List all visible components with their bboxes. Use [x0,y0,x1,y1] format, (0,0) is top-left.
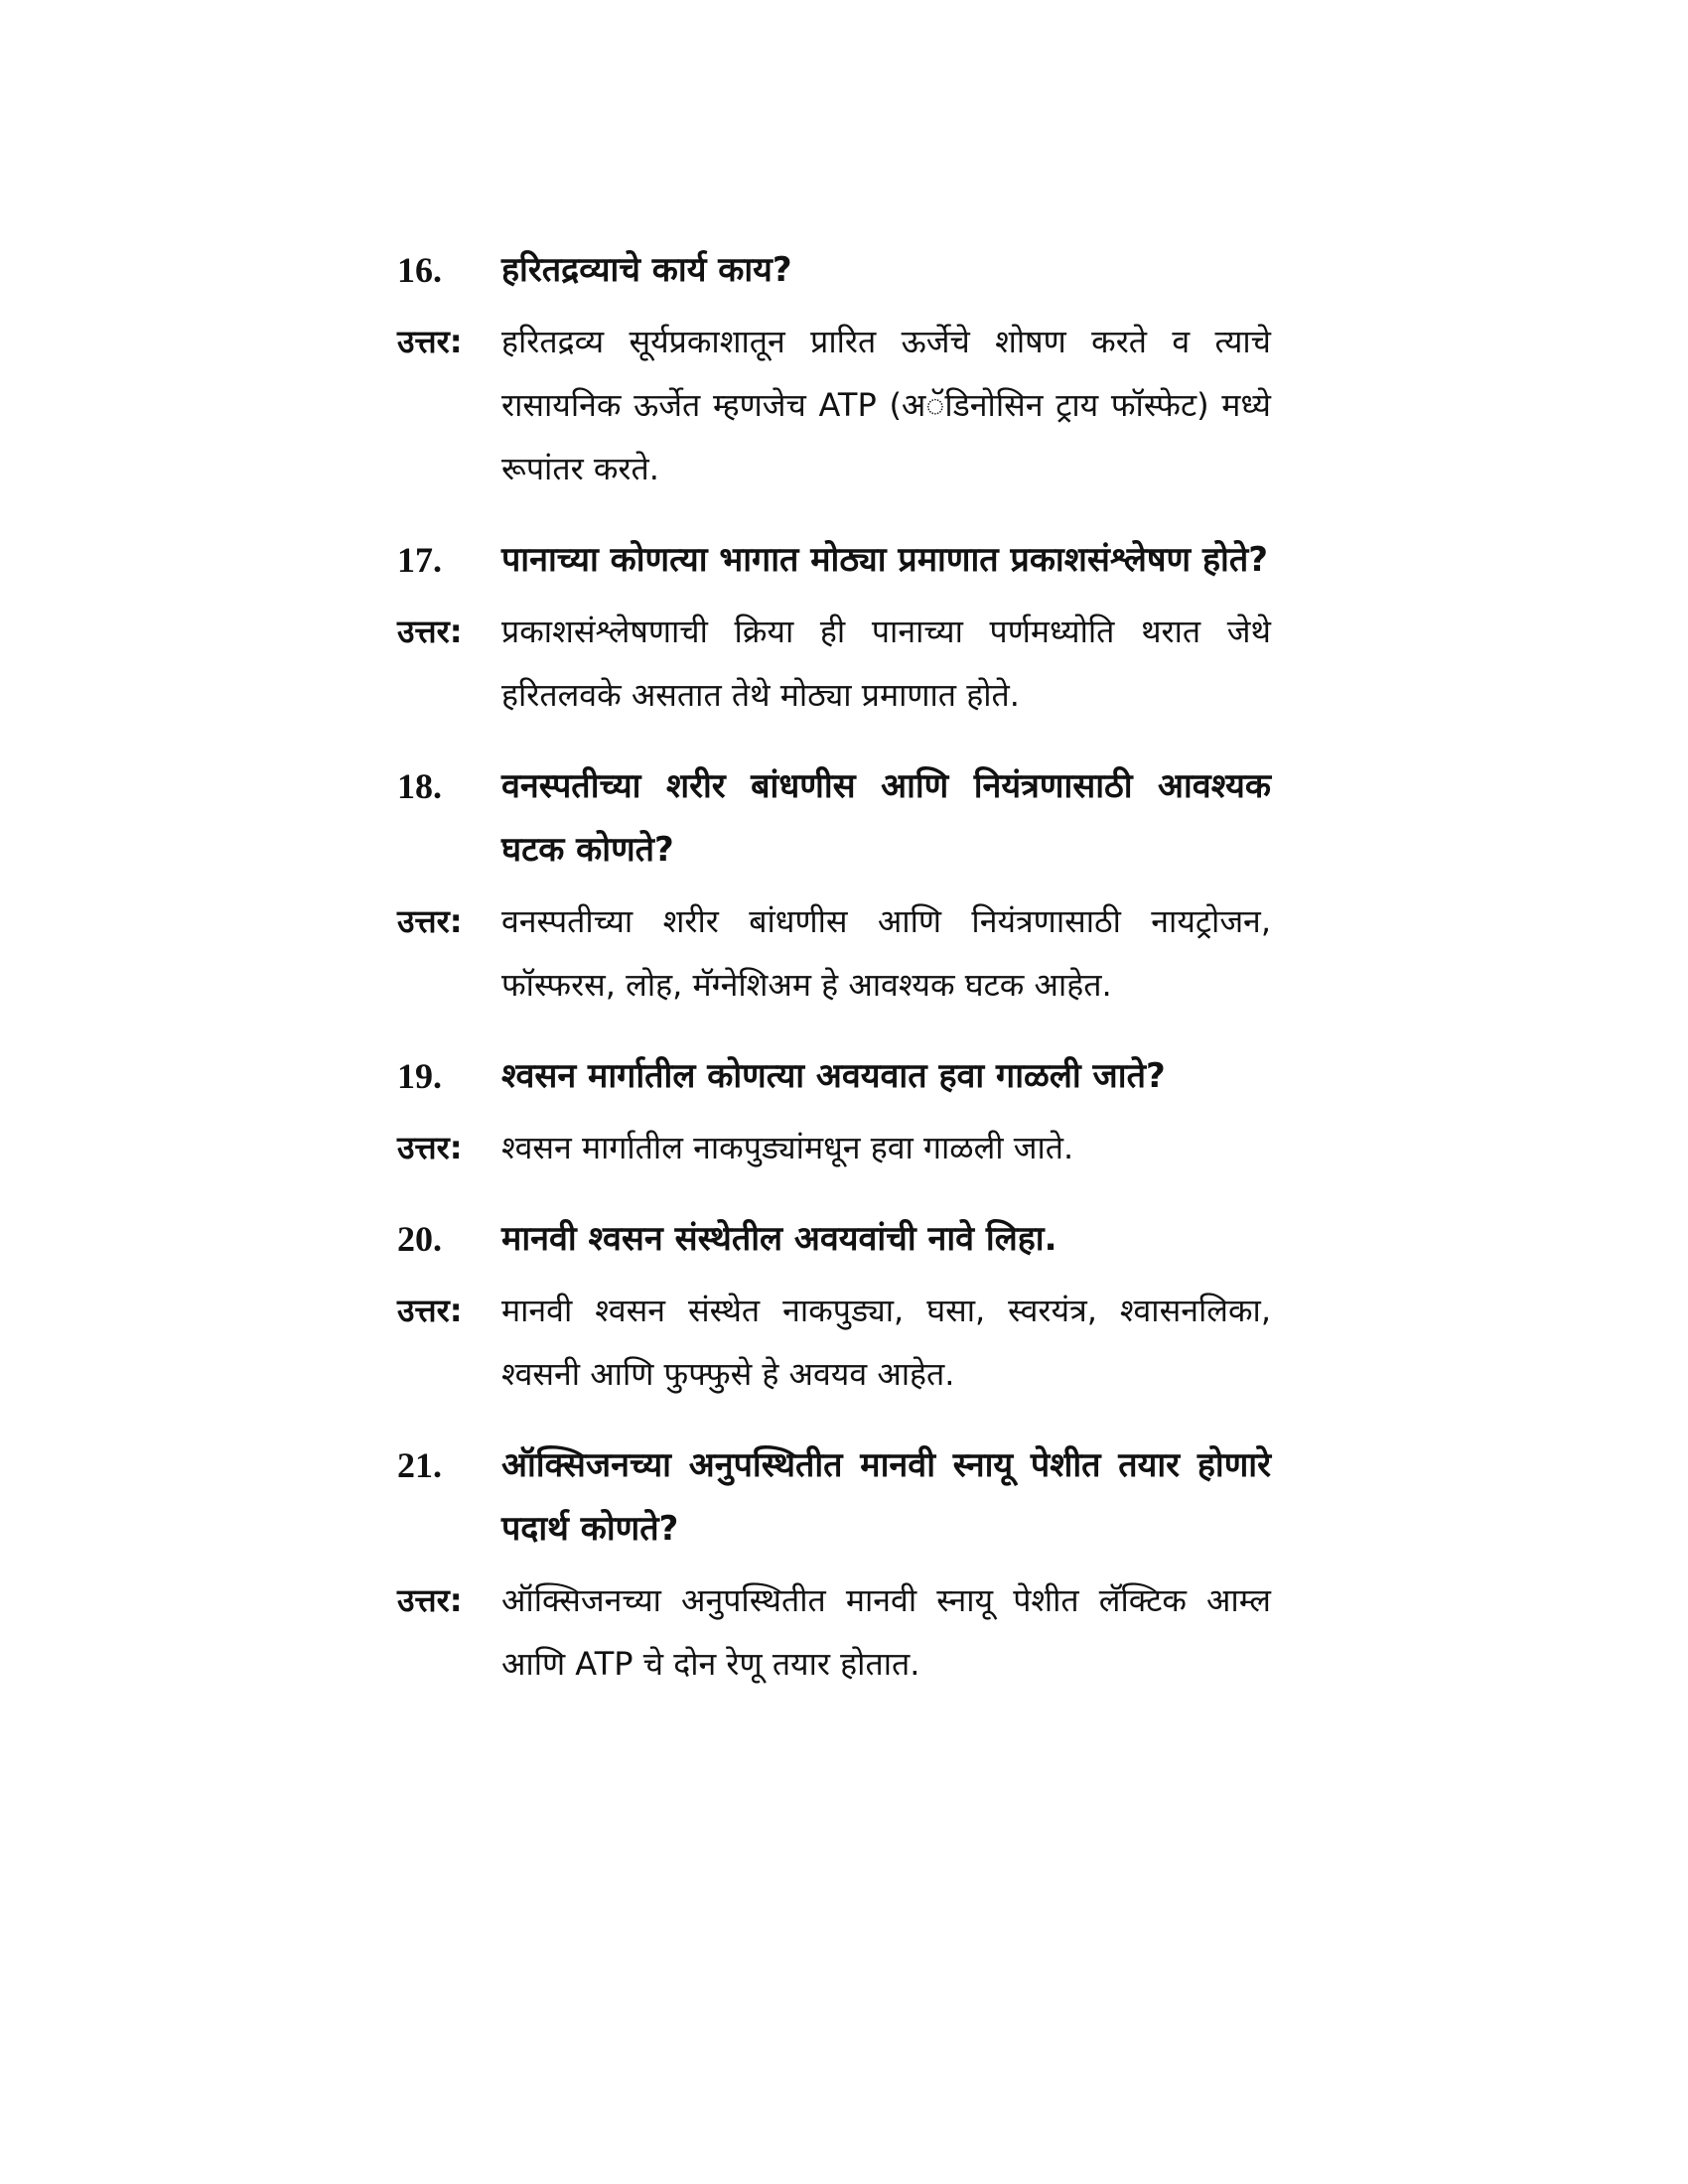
answer-text: श्वसन मार्गातील नाकपुड्यांमधून हवा गाळली जाते. [501,1129,1074,1166]
answer-text: प्रकाशसंश्लेषणाची क्रिया ही पानाच्या पर्णमध्योति थरात जेथे हरितलवके असतात तेथे मोठ्या प्रमाणात होते. [501,613,1271,714]
answer-label: उत्तर: [397,1581,463,1619]
question-number: 20. [397,1219,442,1259]
question-row [397,528,1271,592]
question-text: हरितद्रव्याचे कार्य काय? [501,250,792,290]
question-row [397,1044,1271,1108]
answer-label: उत्तर: [397,902,463,940]
answer-row [397,310,1271,500]
answer-row [397,889,1271,1017]
answer-text: हरितद्रव्य सूर्यप्रकाशातून प्रारित ऊर्जेचे शोषण करते व त्याचे रासायनिक ऊर्जेत म्हणजेच ATP (अॅडिनोसिन ट्राय फॉस्फेट) मध्ये रूपांतर करते. [501,323,1271,487]
question-number: 18. [397,766,442,806]
answer-row [397,1279,1271,1406]
question-row [397,1207,1271,1271]
answer-row [397,600,1271,727]
answer-label: उत्तर: [397,323,463,360]
answer-text: ऑक्सिजनच्या अनुपस्थितीत मानवी स्नायू पेशीत लॅक्टिक आम्ल आणि ATP चे दोन रेणू तयार होतात. [501,1581,1271,1683]
question-text: मानवी श्वसन संस्थेतील अवयवांची नावे लिहा. [501,1219,1057,1259]
question-text: ऑक्सिजनच्या अनुपस्थितीत मानवी स्नायू पेशीत तयार होणारे पदार्थ कोणते? [501,1445,1271,1549]
question-row [397,1433,1271,1561]
answer-text: मानवी श्वसन संस्थेत नाकपुड्या, घसा, स्वरयंत्र, श्वासनलिका, श्वसनी आणि फुफ्फुसे हे अवयव आहेत. [501,1292,1271,1393]
question-row [397,754,1271,882]
question-text: वनस्पतीच्या शरीर बांधणीस आणि नियंत्रणासाठी आवश्यक घटक कोणते? [501,766,1271,870]
question-answer-list [397,238,1271,1723]
qa-item-20 [397,1207,1271,1406]
question-text: श्वसन मार्गातील कोणत्या अवयवात हवा गाळली जाते? [501,1056,1166,1096]
qa-item-19 [397,1044,1271,1179]
question-row [397,238,1271,302]
qa-item-16 [397,238,1271,500]
answer-row [397,1116,1271,1179]
question-number: 21. [397,1445,442,1485]
question-number: 16. [397,250,442,290]
qa-item-18 [397,754,1271,1017]
answer-label: उत्तर: [397,1292,463,1329]
question-number: 17. [397,540,442,580]
answer-text: वनस्पतीच्या शरीर बांधणीस आणि नियंत्रणासाठी नायट्रोजन, फॉस्फरस, लोह, मॅग्नेशिअम हे आवश्यक घटक आहेत. [501,902,1271,1004]
question-number: 19. [397,1056,442,1096]
answer-label: उत्तर: [397,613,463,650]
answer-row [397,1569,1271,1696]
answer-label: उत्तर: [397,1129,463,1166]
qa-item-21 [397,1433,1271,1696]
qa-item-17 [397,528,1271,727]
question-text: पानाच्या कोणत्या भागात मोठ्या प्रमाणात प्रकाशसंश्लेषण होते? [501,540,1268,580]
